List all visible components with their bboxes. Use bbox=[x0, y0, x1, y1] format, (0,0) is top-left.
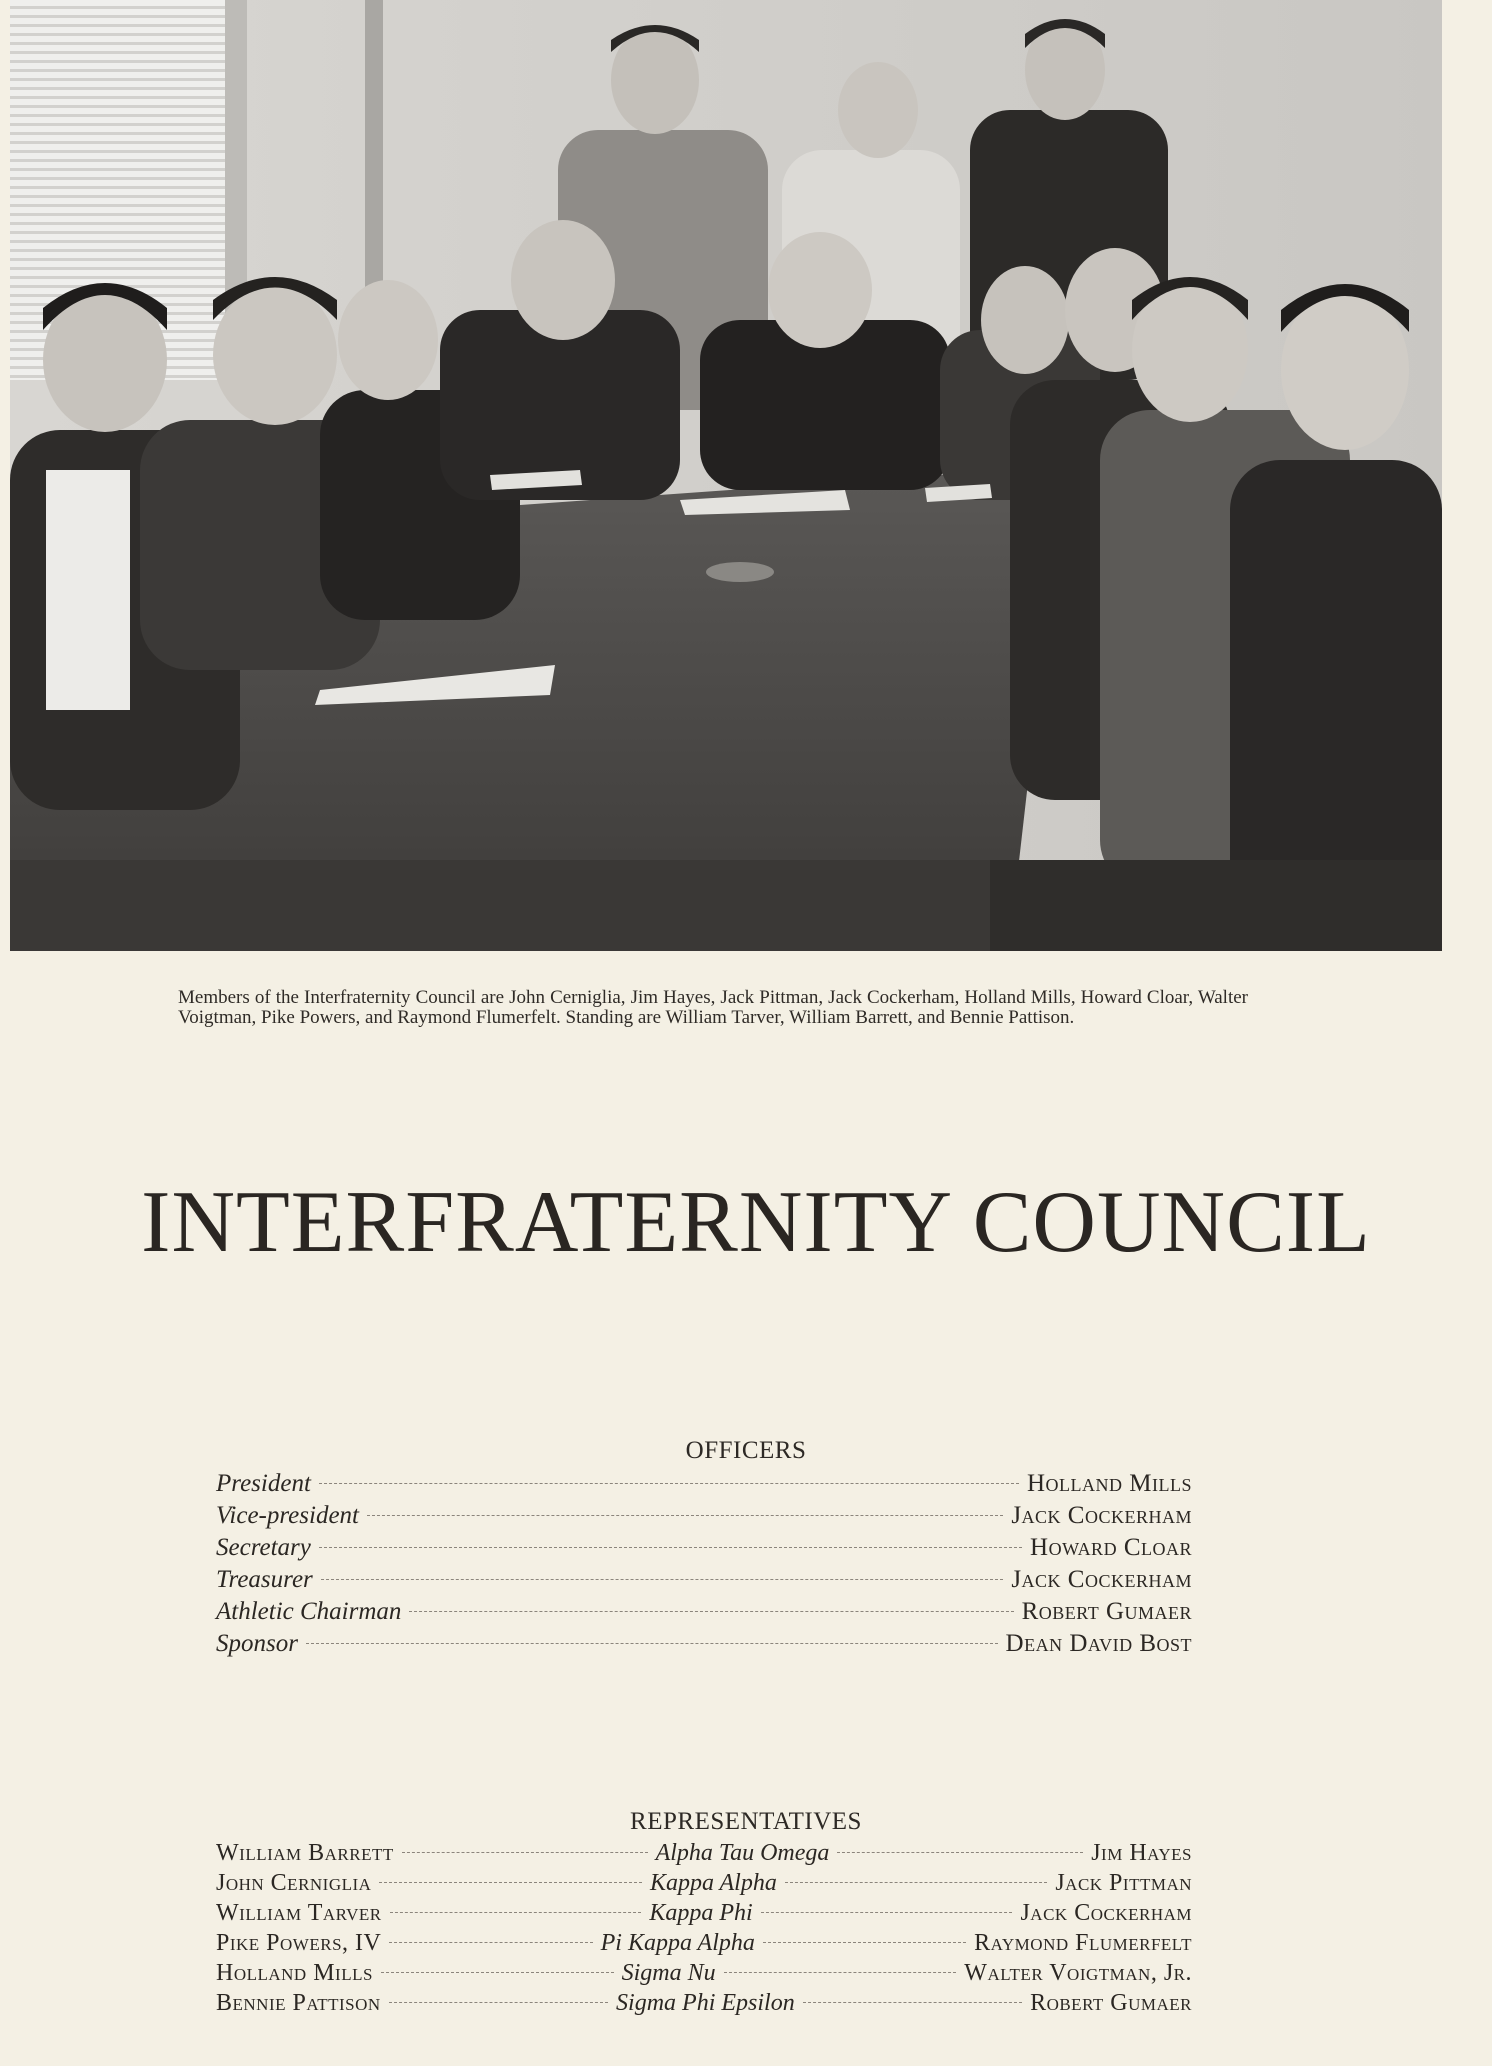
officer-role: Treasurer bbox=[216, 1566, 313, 1593]
officer-name: Holland Mills bbox=[1026, 1470, 1192, 1497]
representative-row bbox=[216, 1900, 1192, 1930]
representative-row bbox=[216, 1990, 1192, 2020]
leader-dots bbox=[761, 1912, 1013, 1913]
officers-list bbox=[216, 1470, 1192, 1662]
officer-row bbox=[216, 1598, 1192, 1630]
officer-name: Dean David Bost bbox=[1005, 1630, 1192, 1657]
representative-right: Robert Gumaer bbox=[1030, 1990, 1192, 2016]
officer-row bbox=[216, 1534, 1192, 1566]
representative-row bbox=[216, 1930, 1192, 1960]
officers-heading: OFFICERS bbox=[685, 1437, 807, 1464]
representative-right: Jim Hayes bbox=[1091, 1840, 1192, 1866]
leader-dots bbox=[319, 1483, 1019, 1484]
leader-dots bbox=[803, 2002, 1022, 2003]
leader-dots bbox=[367, 1515, 1003, 1516]
officer-role: Sponsor bbox=[216, 1630, 298, 1657]
representative-row bbox=[216, 1870, 1192, 1900]
leader-dots bbox=[724, 1972, 957, 1973]
leader-dots bbox=[763, 1942, 966, 1943]
representative-left: Pike Powers, IV bbox=[216, 1930, 382, 1956]
fraternity-name: Pi Kappa Alpha bbox=[600, 1930, 755, 1956]
representative-left: Holland Mills bbox=[216, 1960, 373, 1986]
officer-row bbox=[216, 1566, 1192, 1598]
page-title: INTERFRATERNITY COUNCIL bbox=[141, 1174, 1371, 1271]
fraternity-name: Kappa Phi bbox=[649, 1900, 753, 1926]
representative-left: John Cerniglia bbox=[216, 1870, 372, 1896]
representative-left: William Barrett bbox=[216, 1840, 394, 1866]
officer-name: Howard Cloar bbox=[1030, 1534, 1192, 1561]
representatives-heading: REPRESENTATIVES bbox=[630, 1808, 862, 1835]
leader-dots bbox=[381, 1972, 614, 1973]
photo-caption: Members of the Interfraternity Council are John Cerniglia, Jim Hayes, Jack Pittman, Jack Cockerham, Holland Mills, Howard Cloar, Walter Voigtman, Pike Powers, and Raymond Flumerfelt. Standing are William Tarver, William Barrett, and Bennie Pattison. bbox=[178, 987, 1248, 1028]
leader-dots bbox=[321, 1579, 1004, 1580]
representative-right: Jack Cockerham bbox=[1020, 1900, 1192, 1926]
representative-left: Bennie Pattison bbox=[216, 1990, 381, 2016]
leader-dots bbox=[837, 1852, 1083, 1853]
representatives-list bbox=[216, 1840, 1192, 2020]
officer-row bbox=[216, 1502, 1192, 1534]
officer-row bbox=[216, 1470, 1192, 1502]
officer-row bbox=[216, 1630, 1192, 1662]
officer-role: Secretary bbox=[216, 1534, 311, 1561]
representative-right: Raymond Flumerfelt bbox=[974, 1930, 1193, 1956]
representative-left: William Tarver bbox=[216, 1900, 382, 1926]
officer-role: Vice-president bbox=[216, 1502, 359, 1529]
representative-right: Walter Voigtman, Jr. bbox=[964, 1960, 1193, 1986]
group-photo bbox=[10, 0, 1442, 951]
fraternity-name: Alpha Tau Omega bbox=[655, 1840, 830, 1866]
officer-role: President bbox=[216, 1470, 311, 1497]
leader-dots bbox=[389, 1942, 592, 1943]
leader-dots bbox=[389, 2002, 608, 2003]
fraternity-name: Sigma Nu bbox=[621, 1960, 716, 1986]
leader-dots bbox=[409, 1611, 1013, 1612]
leader-dots bbox=[785, 1882, 1047, 1883]
group-photo-icon bbox=[10, 0, 1442, 951]
leader-dots bbox=[306, 1643, 998, 1644]
officer-name: Jack Cockerham bbox=[1011, 1502, 1192, 1529]
officer-name: Robert Gumaer bbox=[1021, 1598, 1192, 1625]
leader-dots bbox=[379, 1882, 641, 1883]
leader-dots bbox=[390, 1912, 642, 1913]
officer-name: Jack Cockerham bbox=[1011, 1566, 1192, 1593]
leader-dots bbox=[402, 1852, 648, 1853]
representative-row bbox=[216, 1840, 1192, 1870]
fraternity-name: Kappa Alpha bbox=[649, 1870, 777, 1896]
representative-right: Jack Pittman bbox=[1055, 1870, 1193, 1896]
officer-role: Athletic Chairman bbox=[216, 1598, 402, 1625]
representative-row bbox=[216, 1960, 1192, 1990]
leader-dots bbox=[319, 1547, 1022, 1548]
fraternity-name: Sigma Phi Epsilon bbox=[616, 1990, 795, 2016]
